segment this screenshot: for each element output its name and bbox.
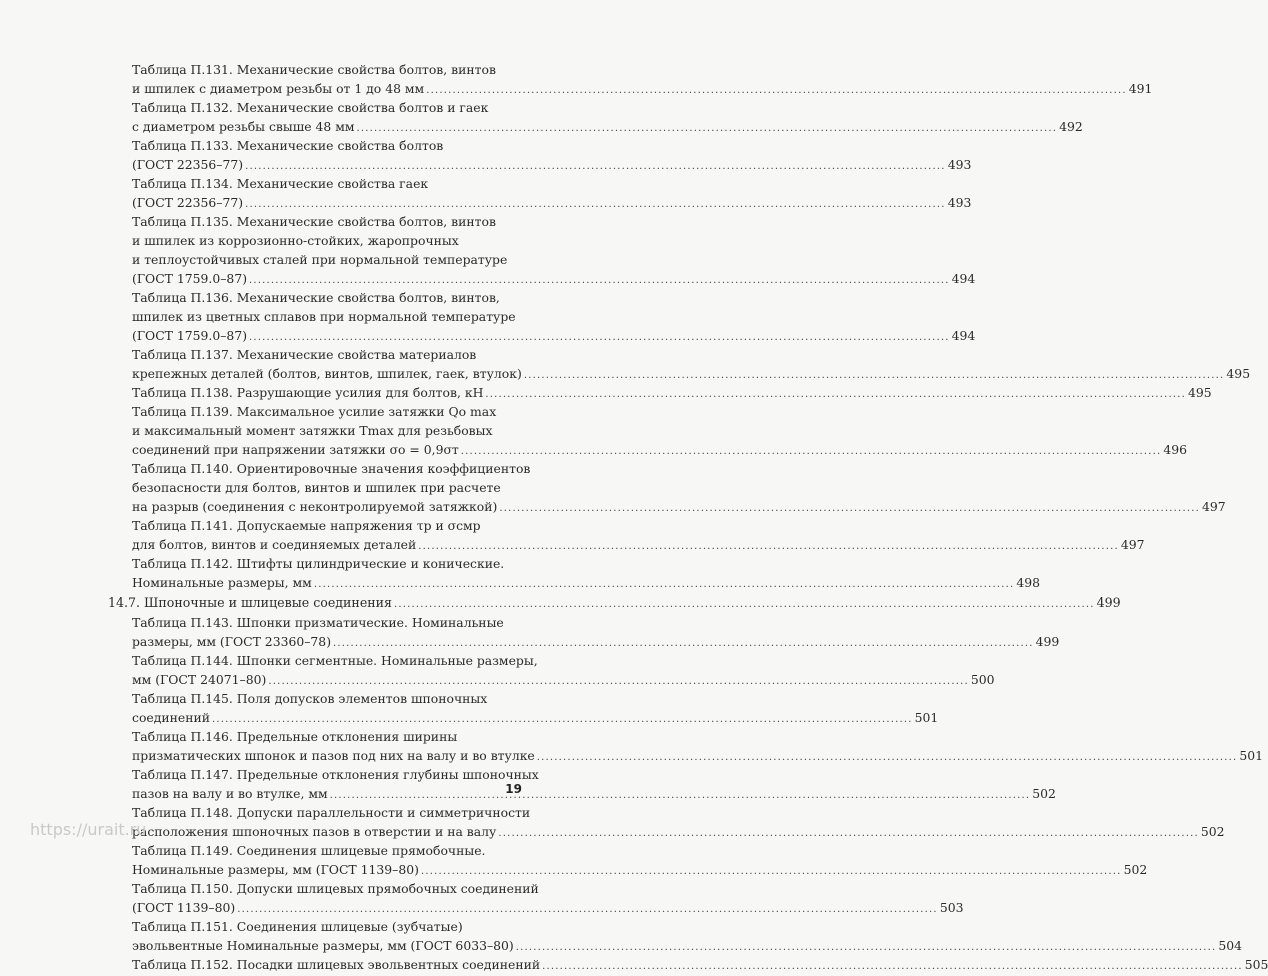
toc-entry-text: расположения шпоночных пазов в отверстии и на валу [132,824,497,839]
toc-line [108,383,1212,402]
toc-line [108,155,972,174]
toc-page-number[interactable]: 503 [939,900,964,915]
toc-line [108,860,1148,879]
toc-page-number[interactable]: 502 [1200,824,1225,839]
toc-entry-text: пазов на валу и во втулке, мм [132,786,328,801]
toc-line [108,345,508,364]
toc-entry[interactable] [108,554,1041,592]
toc-line [108,879,539,898]
toc-entry-text: Таблица П.131. Механические свойства болтов, винтов [132,62,496,77]
toc-entry[interactable] [108,174,972,212]
toc-entry[interactable] [108,841,1148,879]
toc-entry-text: соединений при напряжении затяжки σo = 0,9σт [132,442,459,457]
toc-line [108,250,508,269]
toc-line [108,535,1145,554]
toc-entry-text: шпилек из цветных сплавов при нормальной температуре [132,309,516,324]
toc-entry-text: Таблица П.137. Механические свойства материалов [132,347,477,362]
toc-entry-text: Таблица П.149. Соединения шлицевые прямобочные. [132,843,486,858]
toc-line [108,117,1083,136]
toc-entry-text: Номинальные размеры, мм (ГОСТ 1139–80) [132,862,419,877]
toc-line [108,174,508,193]
toc-entry[interactable] [108,402,1188,459]
toc-line [108,822,1225,841]
toc-entry-text: Таблица П.151. Соединения шлицевые (зубчатые) [132,919,463,934]
toc-line [108,573,1041,592]
toc-leader-dots [516,938,1217,957]
toc-line [108,765,539,784]
toc-page-number[interactable]: 504 [1218,938,1243,953]
toc-entry[interactable] [108,345,1251,383]
toc-entry-text: безопасности для болтов, винтов и шпилек при расчете [132,480,501,495]
toc-entry[interactable] [108,459,1226,516]
toc-leader-dots [418,537,1119,556]
toc-leader-dots [485,385,1186,404]
toc-entry[interactable] [108,727,1264,765]
toc-page-number[interactable]: 495 [1188,385,1212,400]
toc-page-number[interactable]: 499 [1035,634,1060,649]
toc-leader-dots [461,442,1162,461]
toc-entry-text: (ГОСТ 1759.0–87) [132,328,248,343]
toc-entry-text: соединений [132,710,210,725]
toc-entry-text: Таблица П.135. Механические свойства болтов, винтов [132,214,496,229]
toc-leader-dots [357,119,1058,138]
toc-line [108,497,1226,516]
toc-entry-text: 14.7. Шпоночные и шлицевые соединения [108,595,393,610]
toc-line [108,440,1188,459]
page-number: 19 [505,782,522,796]
watermark-url: https://urait.ru [30,820,147,839]
toc-page-number[interactable]: 493 [947,157,972,172]
toc-entry[interactable] [108,60,1153,98]
toc-entry[interactable] [108,879,964,917]
toc-line [108,632,1060,651]
toc-entry[interactable] [108,98,1083,136]
toc-entry-text: для болтов, винтов и соединяемых деталей [132,537,417,552]
toc-entry-text: и шпилек из коррозионно-стойких, жаропрочных [132,233,459,248]
toc-page-number[interactable]: 500 [970,672,995,687]
toc-leader-dots [314,575,1015,594]
toc-entry-text: Таблица П.134. Механические свойства гаек [132,176,429,191]
toc-page-number[interactable]: 492 [1059,119,1083,134]
toc-entry-text: и шпилек с диаметром резьбы от 1 до 48 мм [132,81,425,96]
toc-leader-dots [498,824,1199,843]
toc-line [108,212,508,231]
toc-page-number[interactable]: 491 [1128,81,1153,96]
toc-entry-text: Номинальные размеры, мм [132,575,312,590]
toc-line [108,689,508,708]
toc-entry[interactable] [108,955,1268,974]
toc-leader-dots [524,366,1225,385]
toc-line [108,917,508,936]
toc-entry[interactable] [108,288,976,345]
toc-leader-dots [542,957,1243,976]
toc-entry[interactable] [108,136,972,174]
toc-line [108,803,531,822]
toc-entry-text: Таблица П.148. Допуски параллельности и симметричности [132,805,531,820]
toc-page-number[interactable]: 498 [1016,575,1041,590]
toc-entry-text: Таблица П.152. Посадки шлицевых эвольвентных соединений [132,957,541,972]
toc-line [108,516,508,535]
toc-entry[interactable] [108,803,1225,841]
toc-entry-text: Таблица П.138. Разрушающие усилия для болтов, кН [132,385,484,400]
toc-entry-text: Таблица П.139. Максимальное усилие затяжки Qo max [132,404,497,419]
toc-section[interactable] [108,592,1121,613]
toc-entry-text: Таблица П.150. Допуски шлицевых прямобочных соединений [132,881,539,896]
toc-entry-text: Таблица П.143. Шпонки призматические. Номинальные [132,615,504,630]
toc-page-number[interactable]: 496 [1163,442,1188,457]
toc-entry-text: с диаметром резьбы свыше 48 мм [132,119,355,134]
toc-line [108,98,508,117]
toc-line [108,307,516,326]
toc-line [108,554,508,573]
toc-entry-text: мм (ГОСТ 24071–80) [132,672,267,687]
toc-line [108,898,964,917]
toc-entry-text: Таблица П.133. Механические свойства болтов [132,138,444,153]
toc-entry-text: Таблица П.141. Допускаемые напряжения τр и σсмр [132,518,481,533]
toc-line [108,326,976,345]
toc-entry-text: и максимальный момент затяжки Tmax для резьбовых [132,423,493,438]
toc-entry[interactable] [108,212,976,288]
toc-line [108,231,508,250]
toc-page-number[interactable]: 494 [951,328,976,343]
toc-line [108,613,508,632]
toc-entry-text: Таблица П.144. Шпонки сегментные. Номинальные размеры, [132,653,538,668]
toc-line [108,136,508,155]
toc-page-number[interactable]: 493 [947,195,972,210]
toc-entry-text: (ГОСТ 22356–77) [132,157,244,172]
toc-line [108,288,508,307]
toc-entry-text: крепежных деталей (болтов, винтов, шпилек, гаек, втулок) [132,366,522,381]
toc-entry-text: Таблица П.146. Предельные отклонения ширины [132,729,458,744]
toc-page-number[interactable]: 501 [1239,748,1264,763]
toc-page-number[interactable]: 502 [1123,862,1148,877]
toc-page-number[interactable]: 497 [1120,537,1145,552]
toc-entry-text: и теплоустойчивых сталей при нормальной температуре [132,252,508,267]
toc-entry[interactable] [108,917,1243,955]
toc-leader-dots [394,594,1095,615]
toc-line [108,955,1268,974]
toc-line [108,79,1153,98]
toc-entry-text: (ГОСТ 1759.0–87) [132,271,248,286]
toc-line [108,402,508,421]
toc-page-number[interactable]: 497 [1201,499,1226,514]
toc-entry[interactable] [108,383,1212,402]
toc-page-number[interactable]: 495 [1226,366,1251,381]
toc-entry-text: Таблица П.136. Механические свойства болтов, винтов, [132,290,500,305]
toc-page-number[interactable]: 501 [914,710,939,725]
toc-line [108,269,976,288]
toc-entry-text: (ГОСТ 22356–77) [132,195,244,210]
toc-entry-text: размеры, мм (ГОСТ 23360–78) [132,634,332,649]
toc-line [108,841,508,860]
toc-page-number[interactable]: 494 [951,271,976,286]
toc-entry-text: Таблица П.147. Предельные отклонения глубины шпоночных [132,767,539,782]
toc-line [108,459,531,478]
toc-entry-text: эвольвентные Номинальные размеры, мм (ГОСТ 6033–80) [132,938,514,953]
toc-leader-dots [537,748,1238,767]
toc-line [108,651,538,670]
toc-leader-dots [499,499,1200,518]
toc-line [108,592,1121,613]
toc-entry-text: на разрыв (соединения с неконтролируемой затяжкой) [132,499,498,514]
toc-entry-text: Таблица П.142. Штифты цилиндрические и конические. [132,556,505,571]
toc-page-number[interactable]: 505 [1244,957,1268,972]
toc-line [108,670,995,689]
toc-line [108,746,1264,765]
toc-line [108,708,939,727]
toc-line [108,727,508,746]
toc-entry[interactable] [108,651,995,689]
toc-page-number[interactable]: 502 [1032,786,1056,801]
toc-line [108,421,508,440]
toc-line [108,193,972,212]
toc-line [108,364,1251,383]
toc-leader-dots [426,81,1127,100]
toc-entry[interactable] [108,613,1060,651]
toc-line [108,478,508,497]
toc-entry[interactable] [108,516,1145,554]
toc-page-number[interactable]: 499 [1096,595,1121,610]
toc-entry[interactable] [108,689,939,727]
toc-entry-text: Таблица П.132. Механические свойства болтов и гаек [132,100,489,115]
toc-entry-text: (ГОСТ 1139–80) [132,900,236,915]
toc-entry-text: Таблица П.145. Поля допусков элементов шпоночных [132,691,488,706]
toc-line [108,936,1243,955]
toc-line [108,60,508,79]
toc-entry-text: Таблица П.140. Ориентировочные значения коэффициентов [132,461,531,476]
toc-entry-text: призматических шпонок и пазов под них на валу и во втулке [132,748,535,763]
